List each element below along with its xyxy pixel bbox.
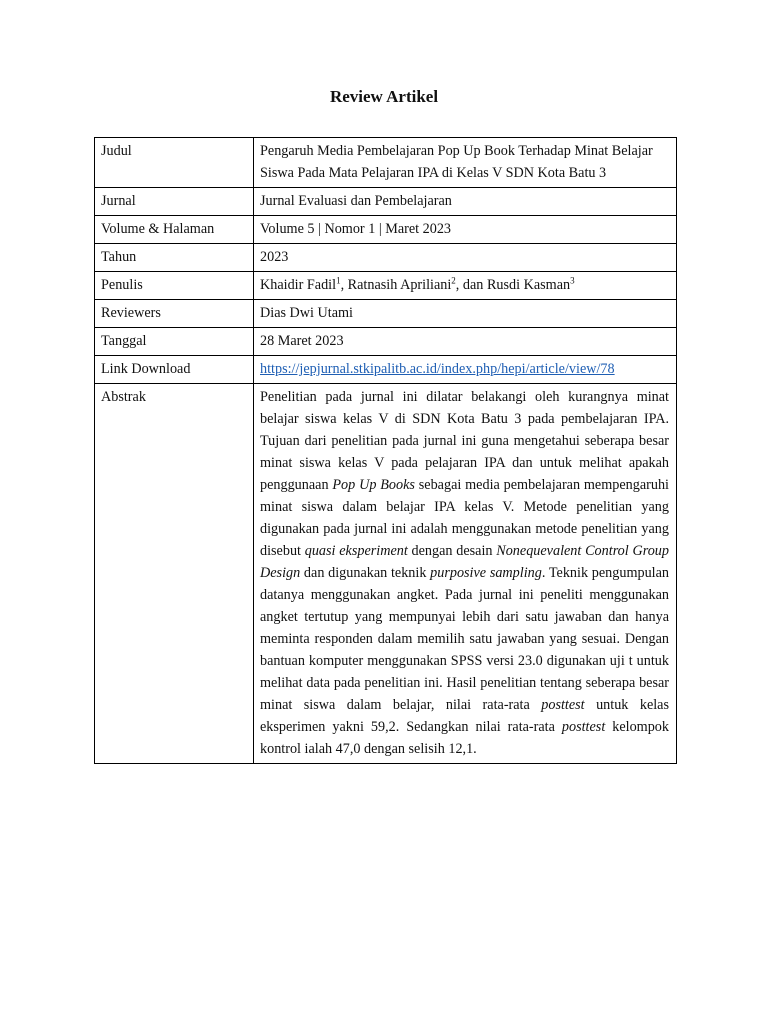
author-separator: , xyxy=(340,277,348,293)
row-abstrak xyxy=(95,384,677,764)
value-judul: Pengaruh Media Pembelajaran Pop Up Book Terhadap Minat Belajar Siswa Pada Mata Pelajaran IPA di Kelas V SDN Kota Batu 3 xyxy=(254,138,677,188)
author-3: Rusdi Kasman xyxy=(486,277,571,293)
abstract-text: . Teknik pengumpulan datanya menggunakan angket. Pada jurnal ini peneliti menggunakan angket tertutup yang mempunyai lebih dari satu jawaban dan hanya meminta responden dalam memilih satu jawaban yang sesuai. Dengan bantuan komputer menggunakan SPSS versi 23.0 digunakan uji t untuk melihat data pada penelitian ini. Hasil penelitian tentang seberapa besar minat siswa dalam belajar, nilai rata-rata xyxy=(260,565,669,713)
label-volume: Volume & Halaman xyxy=(95,216,254,244)
row-tahun xyxy=(95,244,677,272)
page-title: Review Artikel xyxy=(329,87,439,106)
value-link-download xyxy=(254,356,677,384)
author-2: Ratnasih Apriliani xyxy=(347,277,452,293)
download-link[interactable]: https://jepjurnal.stkipalitb.ac.id/index.php/hepi/article/view/78 xyxy=(260,361,615,377)
value-volume: Volume 5 | Nomor 1 | Maret 2023 xyxy=(254,216,677,244)
label-penulis: Penulis xyxy=(95,272,254,300)
value-tahun: 2023 xyxy=(254,244,677,272)
value-penulis xyxy=(254,272,677,300)
row-link-download xyxy=(95,356,677,384)
value-jurnal: Jurnal Evaluasi dan Pembelajaran xyxy=(254,188,677,216)
abstract-italic-term: purposive sampling xyxy=(430,565,542,581)
label-tanggal: Tanggal xyxy=(95,328,254,356)
author-1: Khaidir Fadil xyxy=(260,277,337,293)
abstract-text: kelompok kontrol ialah 47,0 dengan selisih 12,1. xyxy=(260,719,669,757)
row-tanggal xyxy=(95,328,677,356)
abstract-text: Penelitian pada jurnal ini dilatar belakangi oleh kurangnya minat belajar siswa kelas V di SDN Kota Batu 3 pada pembelajaran IPA. Tujuan dari penelitian pada jurnal ini guna mengetahui seberapa besar minat siswa kelas V pada pelajaran IPA dan untuk melihat apakah penggunaan xyxy=(260,389,669,493)
author-3-affiliation: 3 xyxy=(570,275,575,286)
label-abstrak: Abstrak xyxy=(95,384,254,764)
row-volume xyxy=(95,216,677,244)
row-penulis xyxy=(95,272,677,300)
row-reviewers xyxy=(95,300,677,328)
abstract-text: dengan desain xyxy=(407,543,497,559)
abstract-italic-term: Pop Up Books xyxy=(332,477,415,493)
author-1-affiliation: 1 xyxy=(336,275,341,286)
label-judul: Judul xyxy=(95,138,254,188)
abstract-text: untuk kelas eksperimen yakni 59,2. Sedangkan nilai rata-rata xyxy=(260,697,669,735)
abstract-italic-term: quasi eksperiment xyxy=(304,543,408,559)
abstract-text: dan digunakan teknik xyxy=(300,565,431,581)
label-jurnal: Jurnal xyxy=(95,188,254,216)
author-separator: , dan xyxy=(455,277,487,293)
abstract-italic-term: posttest xyxy=(561,719,606,735)
abstract-italic-term: Nonequevalent Control Group Design xyxy=(260,543,669,581)
abstract-italic-term: posttest xyxy=(541,697,585,713)
author-2-affiliation: 2 xyxy=(451,275,456,286)
label-reviewers: Reviewers xyxy=(95,300,254,328)
value-reviewers: Dias Dwi Utami xyxy=(254,300,677,328)
value-tanggal: 28 Maret 2023 xyxy=(254,328,677,356)
review-table xyxy=(94,137,677,764)
label-tahun: Tahun xyxy=(95,244,254,272)
abstract-text: sebagai media pembelajaran mempengaruhi minat siswa dalam belajar IPA kelas V. Metode penelitian yang digunakan pada jurnal ini adalah menggunakan metode penelitian yang disebut xyxy=(260,477,669,559)
row-jurnal xyxy=(95,188,677,216)
label-link-download: Link Download xyxy=(95,356,254,384)
value-abstrak xyxy=(254,384,677,764)
row-judul xyxy=(95,138,677,188)
